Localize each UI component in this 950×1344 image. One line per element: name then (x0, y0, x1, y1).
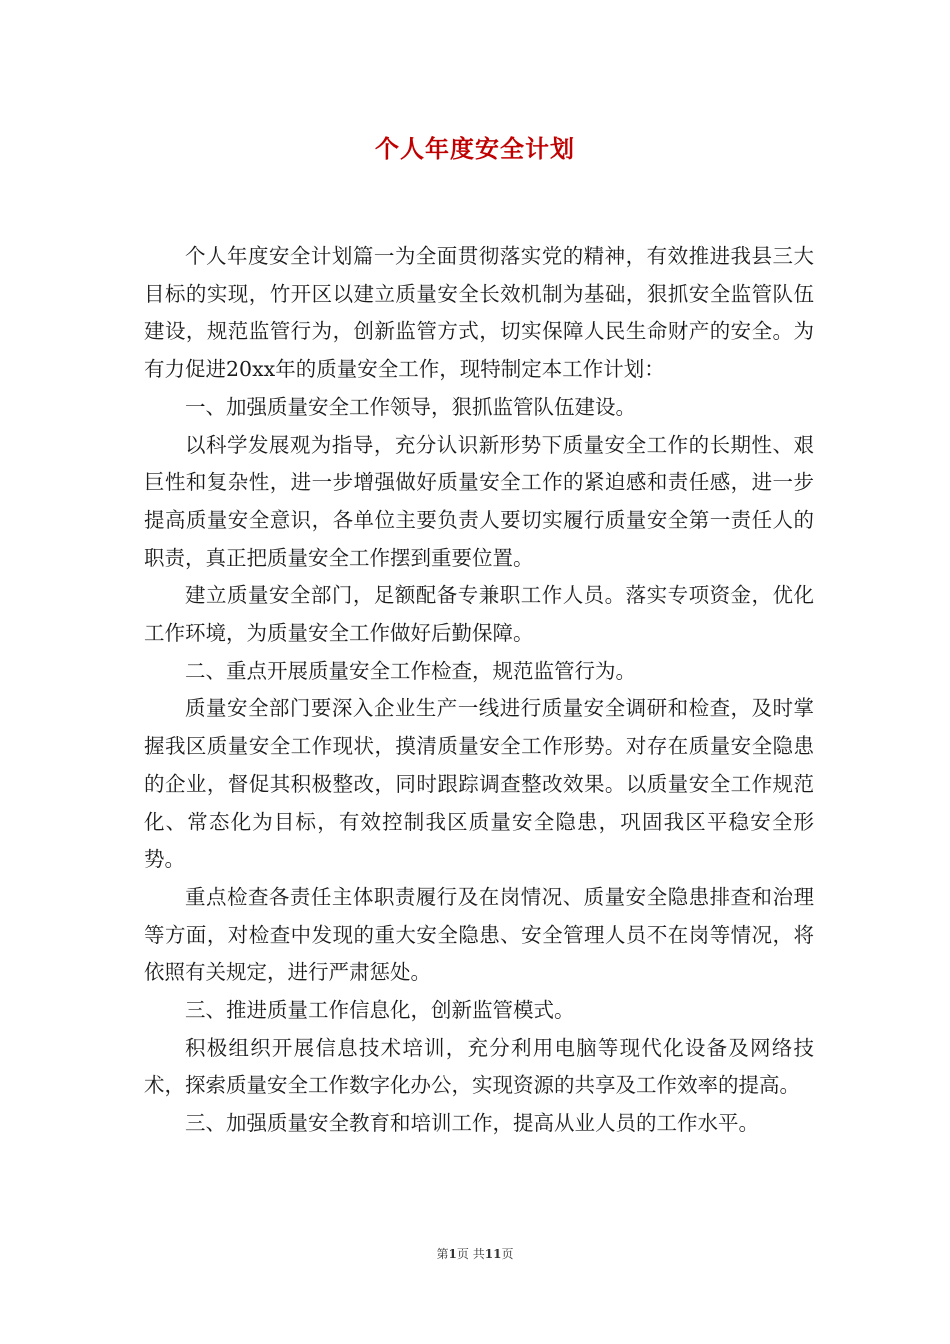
document-body (144, 238, 814, 1143)
section-heading-3: 三、推进质量工作信息化，创新监管模式。 (185, 998, 575, 1023)
footer-prefix: 第 (436, 1247, 449, 1261)
paragraph: 重点检查各责任主体职责履行及在岗情况、质量安全隐患排查和治理等方面，对检查中发现的重大安全隐患、安全管理人员不在岗等情况，将依照有关规定，进行严肃惩处。 (144, 884, 814, 985)
paragraph: 建立质量安全部门，足额配备专兼职工作人员。落实专项资金，优化工作环境，为质量安全工作做好后勤保障。 (144, 583, 814, 646)
paragraph: 质量安全部门要深入企业生产一线进行质量安全调研和检查，及时掌握我区质量安全工作现状，摸清质量安全工作形势。对存在质量安全隐患的企业，督促其积极整改，同时跟踪调查整改效果。以质量安全工作规范化、常态化为目标，有效控制我区质量安全隐患，巩固我区平稳安全形势。 (144, 696, 814, 872)
page-footer (0, 1246, 950, 1262)
paragraph: 积极组织开展信息技术培训，充分利用电脑等现代化设备及网络技术，探索质量安全工作数字化办公，实现资源的共享及工作效率的提高。 (144, 1035, 814, 1098)
footer-total-pages: 11 (484, 1247, 502, 1261)
footer-current-page: 1 (448, 1247, 457, 1261)
document-title: 个人年度安全计划 (375, 134, 575, 163)
footer-middle: 页 共 (456, 1247, 485, 1261)
paragraph-intro: 个人年度安全计划篇一为全面贯彻落实党的精神，有效推进我县三大目标的实现，竹开区以建立质量安全长效机制为基础，狠抓安全监管队伍建设，规范监管行为，创新监管方式，切实保障人民生命财产的安全。为有力促进20xx年的质量安全工作，现特制定本工作计划： (144, 244, 814, 382)
footer-suffix: 页 (501, 1247, 514, 1261)
section-heading-1: 一、加强质量安全工作领导，狠抓监管队伍建设。 (185, 394, 636, 419)
paragraph: 以科学发展观为指导，充分认识新形势下质量安全工作的长期性、艰巨性和复杂性，进一步增强做好质量安全工作的紧迫感和责任感，进一步提高质量安全意识，各单位主要负责人要切实履行质量安全第一责任人的职责，真正把质量安全工作摆到重要位置。 (144, 432, 814, 570)
section-heading-4: 三、加强质量安全教育和培训工作，提高从业人员的工作水平。 (185, 1111, 759, 1136)
section-heading-2: 二、重点开展质量安全工作检查，规范监管行为。 (185, 658, 636, 683)
